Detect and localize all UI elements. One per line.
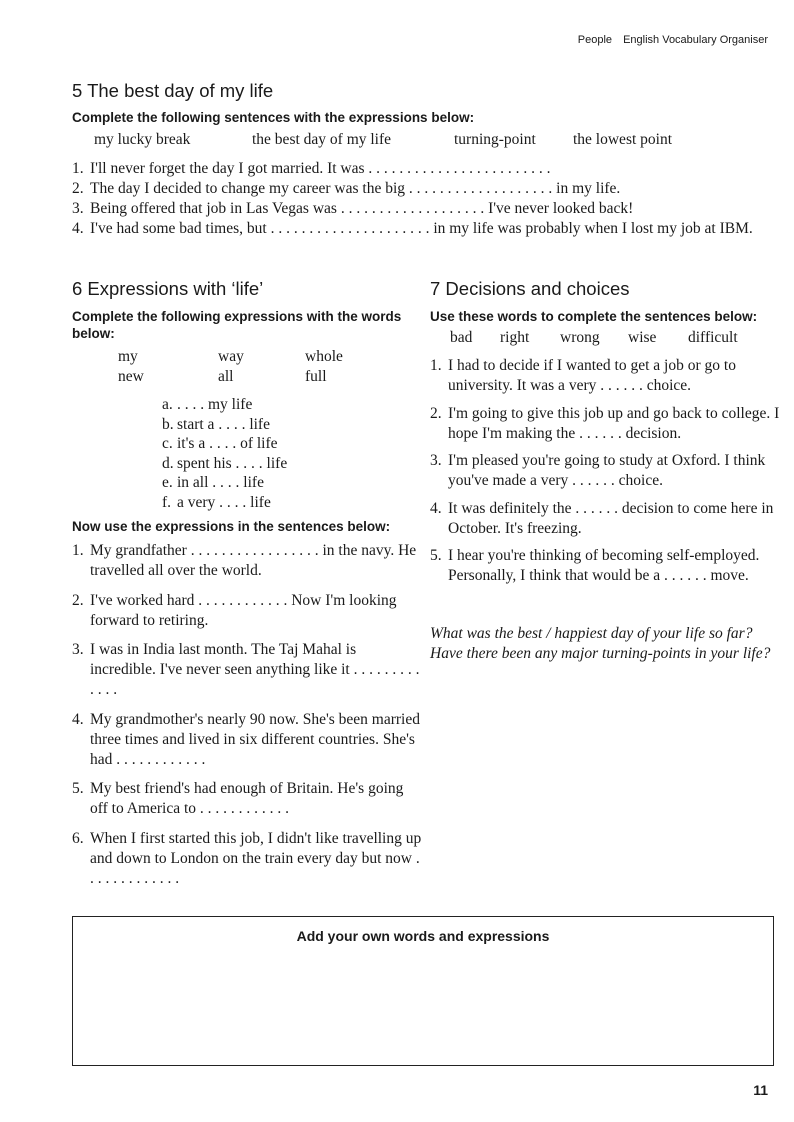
question-text: I'll never forget the day I got married. It was . . . . . . . . . . . . . . . . . . . . . . . . <box>90 160 551 177</box>
question-number: 3. <box>430 452 442 469</box>
section-7-discussion-question: What was the best / happiest day of your life so far? Have there been any major turning-points in your life? <box>430 625 771 662</box>
word-box-item: wise <box>628 329 657 346</box>
section-6-word-box <box>0 348 420 388</box>
question-text: I had to decide if I wanted to get a job or go to university. It was a very . . . . . . choice. <box>448 357 736 394</box>
question-number: 4. <box>72 710 84 728</box>
section-6-expressions <box>162 395 287 512</box>
question-item <box>72 219 762 239</box>
word-box-item: wrong <box>560 329 600 346</box>
running-head <box>578 34 768 46</box>
section-6-instruction-2: Now use the expressions in the sentences below: <box>72 519 391 534</box>
page-number: 11 <box>753 1082 768 1098</box>
question-number: 2. <box>430 404 442 422</box>
expression-text: start a . . . . life <box>177 415 270 433</box>
expression-item <box>162 395 287 415</box>
expression-letter: e. <box>162 474 173 491</box>
expression-item <box>162 454 287 474</box>
question-text: My grandfather . . . . . . . . . . . . . . . . . in the navy. He travelled all over the world. <box>90 542 417 579</box>
word-box-item: way <box>218 348 244 365</box>
question-number: 1. <box>72 160 84 177</box>
question-number: 2. <box>72 591 84 609</box>
question-item <box>72 179 772 199</box>
word-box-item: the best day of my life <box>252 131 392 148</box>
question-text: When I first started this job, I didn't like travelling up and down to London on the train every day but now . . . . . . . . . . . . . <box>90 829 422 887</box>
question-item <box>72 829 422 889</box>
question-number: 6. <box>72 829 84 847</box>
expression-text: in all . . . . life <box>177 474 264 491</box>
question-text: Being offered that job in Las Vegas was . . . . . . . . . . . . . . . . . . . I've never looked back! <box>90 200 634 217</box>
section-7-questions <box>430 356 780 594</box>
expression-item <box>162 434 287 454</box>
word-box-item: my lucky break <box>94 131 191 148</box>
question-text: It was definitely the . . . . . . decision to come here in October. It's freezing. <box>448 499 774 537</box>
expression-letter: c. <box>162 435 173 452</box>
word-box-item: my <box>118 348 138 365</box>
word-box-item: bad <box>450 329 473 346</box>
section-5-questions <box>72 159 772 239</box>
question-item <box>430 404 780 444</box>
expression-text: . . . . my life <box>177 396 253 413</box>
question-number: 3. <box>72 200 84 217</box>
expression-item <box>162 415 287 435</box>
question-number: 4. <box>430 499 442 517</box>
expression-text: it's a . . . . of life <box>177 435 278 452</box>
question-item <box>430 451 780 491</box>
question-number: 5. <box>430 547 442 564</box>
question-number: 1. <box>430 357 442 374</box>
expression-letter: a. <box>162 396 173 413</box>
word-box-item: full <box>305 368 327 385</box>
word-box-item: turning-point <box>454 131 536 148</box>
expression-item <box>162 473 287 493</box>
word-box-item: difficult <box>688 329 738 346</box>
section-6-title: 6 Expressions with ‘life’ <box>72 278 264 299</box>
running-head-book-title: English Vocabulary Organiser <box>623 34 768 46</box>
section-7-title: 7 Decisions and choices <box>430 278 630 299</box>
expression-text: spent his . . . . life <box>177 454 288 472</box>
question-number: 1. <box>72 542 84 559</box>
word-box-item: all <box>218 368 234 385</box>
expression-text: a very . . . . life <box>177 493 271 511</box>
question-item <box>72 779 422 819</box>
running-head-section: People <box>577 34 613 46</box>
section-5-word-box <box>0 131 794 151</box>
question-number: 4. <box>72 220 84 237</box>
question-item <box>72 591 422 631</box>
question-text: I hear you're thinking of becoming self-employed. Personally, I think that would be a . . . . . . move. <box>448 547 760 584</box>
notes-box-title: Add your own words and expressions <box>296 928 550 944</box>
word-box-item: whole <box>305 348 343 365</box>
question-item <box>72 710 422 770</box>
question-item <box>72 640 422 700</box>
question-item <box>430 499 780 539</box>
question-text: I was in India last month. The Taj Mahal is incredible. I've never seen anything like it . . . . . . . . . . . . . <box>90 641 420 698</box>
question-text: The day I decided to change my career was the big . . . . . . . . . . . . . . . . . . . in my life. <box>90 180 621 197</box>
expression-item <box>162 493 287 513</box>
expression-letter: f. <box>162 493 172 511</box>
question-text: My best friend's had enough of Britain. He's going off to America to . . . . . . . . . . . . <box>90 780 404 817</box>
word-box-item: the lowest point <box>573 131 673 148</box>
question-text: My grandmother's nearly 90 now. She's been married three times and lived in six different countries. She's had . . . . . . . . . . . . <box>90 710 420 768</box>
word-box-item: new <box>118 368 144 385</box>
question-text: I'm going to give this job up and go back to college. I hope I'm making the . . . . . . decision. <box>448 404 780 442</box>
question-item <box>430 356 780 396</box>
question-number: 3. <box>72 641 84 658</box>
question-number: 5. <box>72 780 84 797</box>
question-number: 2. <box>72 180 84 197</box>
expression-letter: b. <box>162 415 174 433</box>
question-item <box>72 159 772 179</box>
section-5-title: 5 The best day of my life <box>72 80 274 101</box>
section-5-instruction: Complete the following sentences with the expressions below: <box>72 110 475 125</box>
word-box-item: right <box>500 329 530 346</box>
section-6-instruction: Complete the following expressions with the words below: <box>72 309 402 341</box>
section-6-questions <box>72 541 422 898</box>
question-text: I've worked hard . . . . . . . . . . . . Now I'm looking forward to retiring. <box>90 591 397 629</box>
expression-letter: d. <box>162 454 174 472</box>
question-item <box>72 199 772 219</box>
notes-box[interactable] <box>72 916 774 1066</box>
question-item <box>430 546 780 586</box>
question-text: I've had some bad times, but . . . . . . . . . . . . . . . . . . . . . in my life was probably when I lost my job at IBM. <box>90 220 753 237</box>
section-7-instruction: Use these words to complete the sentences below: <box>430 309 758 324</box>
question-item <box>72 541 422 581</box>
section-7-word-box <box>0 329 794 349</box>
question-text: I'm pleased you're going to study at Oxford. I think you've made a very . . . . . . choice. <box>448 452 766 489</box>
